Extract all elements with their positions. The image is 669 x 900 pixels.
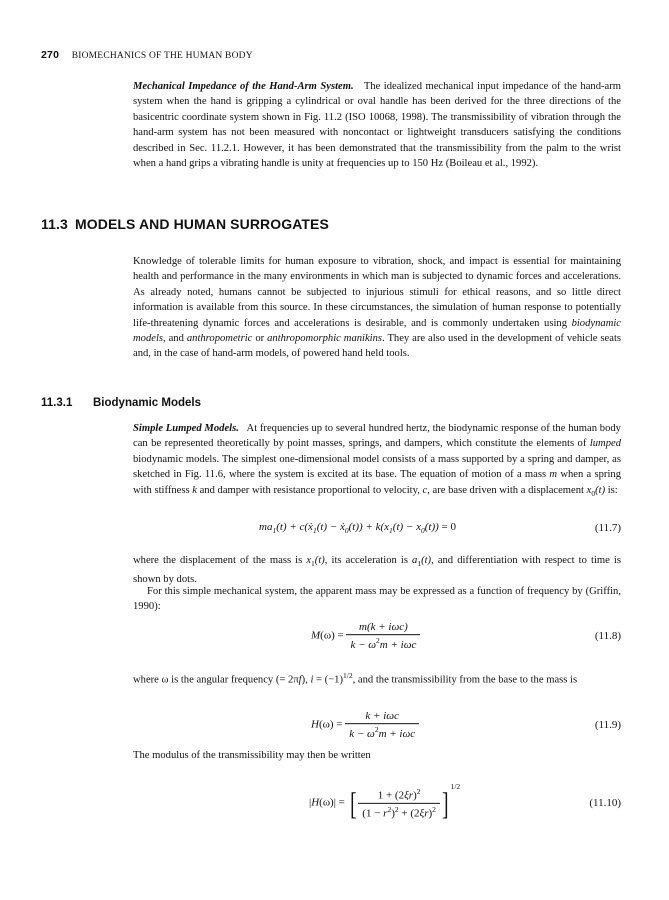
symbol-m: m — [549, 469, 558, 481]
equation-number: (11.7) — [594, 522, 621, 534]
running-title: BIOMECHANICS OF THE HUMAN BODY — [71, 51, 253, 61]
paragraph-simple-lumped-models — [133, 421, 621, 501]
term-anthropometric: anthropometric — [186, 333, 253, 345]
equation-11-7 — [133, 508, 621, 548]
symbol-x1: x — [306, 555, 312, 566]
subsection-title: Biodynamic Models — [93, 397, 201, 409]
paragraph-hand-arm-impedance — [133, 79, 621, 171]
paragraph-text: and damper with resistance proportional to velocity, — [196, 484, 423, 496]
subsection-heading — [41, 397, 201, 409]
paragraph-text: , and the transmissibility from the base to the mass is — [352, 674, 578, 686]
symbol-x0: x — [586, 484, 592, 496]
equation-11-9 — [133, 705, 621, 745]
exponent: 1/2 — [343, 671, 353, 680]
fraction: $\frac{1 + (2\xi r)^2}{(1 - r^2)^2 + (2\xi r)^2}$ — [358, 787, 440, 819]
paragraph-text: where the displacement of the mass is — [133, 555, 307, 566]
equation-body: M(ω) = $\frac{\text{m(k + iωc)}}{k - \omega^2m + i\omega c}$ — [311, 621, 420, 651]
runin-heading: Simple Lumped Models. — [133, 423, 239, 434]
fraction: $\frac{\text{k + iωc}}{k - \omega^2m + i\omega c}$ — [345, 710, 419, 740]
equation-body: H(ω) = $\frac{\text{k + iωc}}{k - \omega^2m + i\omega c}$ — [311, 710, 419, 740]
paragraph-angular-frequency — [133, 668, 621, 688]
paragraph-models-intro — [133, 254, 621, 362]
subsection-number: 11.3.1 — [41, 397, 73, 409]
symbol-a1-subscript: 1 — [417, 559, 422, 569]
term-anthropomorphic-manikins: anthropomorphic manikins — [267, 333, 383, 345]
paragraph-displacement — [133, 553, 621, 587]
paragraph-text: where ω is the angular frequency (= 2π — [133, 674, 299, 686]
running-head — [41, 49, 253, 61]
paragraph-text: ), — [301, 674, 311, 686]
symbol-a1: a — [412, 555, 418, 566]
symbol-k: k — [192, 484, 197, 496]
paragraph-text: . They are also used in the development of vehicle seats and, in the case of hand-arm models, of powered hand held tools. — [133, 333, 622, 360]
runin-heading: Mechanical Impedance of the Hand-Arm System. — [133, 81, 354, 92]
paragraph-text: At frequencies up to several hundred hertz, the biodynamic response of the human body can be represented theoretically by point masses, springs, and dampers, which constitute the elements of — [133, 423, 621, 450]
paragraph-apparent-mass — [133, 584, 621, 615]
equation-11-8 — [133, 616, 621, 656]
paragraph-modulus — [133, 748, 621, 763]
section-heading — [41, 216, 329, 232]
paragraph-text: when a spring with stiffness — [133, 469, 621, 496]
paragraph-text: , and differentiation with respect to time is shown by dots. — [133, 555, 621, 585]
paragraph-text: Knowledge of tolerable limits for human exposure to vibration, shock, and impact is essential for maintaining health and performance in the many environments in which man is subjected to dynamic forces and accelerations. As already noted, humans cannot be subjected to injurious stimuli for ethical reasons, and so little direct information is available from this source. In these circumstances, the simulation of human response to potentially life-threatening dynamic forces and accelerations is desirable, and is commonly undertaken using — [133, 256, 621, 329]
paragraph-text: For this simple mechanical system, the apparent mass may be expressed as a function of frequency by (Griffin, 1990): — [133, 586, 621, 613]
paragraph-text: = (−1) — [313, 674, 344, 686]
paragraph-text: is: — [605, 484, 618, 496]
equation-body: $ma_1(t)$ + c(ẋ$_1$(t) − ẋ$_0$(t)) + $k(x_1(t) - x_0(t)) = 0$ — [259, 520, 456, 536]
paragraph-text: or — [252, 333, 268, 345]
symbol-x1-arg: (t) — [314, 555, 325, 566]
symbol-x0-arg: (t) — [595, 484, 606, 496]
term-biodynamic-models: biodynamic models — [133, 317, 621, 345]
equation-number: (11.10) — [589, 797, 621, 809]
section-number: 11.3 — [41, 216, 68, 232]
paragraph-text: The idealized mechanical input impedance of the hand-arm system when the hand is gripping a cylindrical or oval handle has been derived for the three directions of the basicentric coordinate system shown in Fig. 11.2 (ISO 10068, 1998). The transmissibility of vibration through the hand-arm system has not been measured with noncontact or lightweight transducers satisfying the conditions described in Sec. 11.2.1. However, it has been demonstrated that the transmissibility from the palm to the wrist when a hand grips a vibrating handle is unity at frequencies up to 150 Hz (Boileau et al., 1992). — [133, 81, 621, 170]
symbol-x1-subscript: 1 — [311, 559, 315, 569]
equation-number: (11.8) — [594, 630, 621, 642]
equation-11-10 — [133, 780, 621, 826]
fraction: $\frac{\text{m(k + iωc)}}{k - \omega^2m + i\omega c}$ — [346, 621, 420, 651]
symbol-a1-arg: (t) — [421, 555, 432, 566]
paragraph-text: The modulus of the transmissibility may then be written — [133, 750, 371, 761]
symbol-x0-subscript: 0 — [591, 488, 596, 498]
term-lumped: lumped — [589, 438, 621, 450]
paragraph-text: , are base driven with a displacement — [427, 484, 587, 496]
page-number: 270 — [41, 49, 60, 61]
paragraph-text: , and — [163, 333, 187, 345]
symbol-c: c — [422, 484, 428, 496]
equation-body: |H(ω)| = [ $\frac{1 + (2\xi r)^2}{(1 - r^2)^2 + (2\xi r)^2}$ ] $^{1/2}$ — [309, 781, 461, 821]
paragraph-text: biodynamic models. The simplest one-dimensional model consists of a mass supported by a spring and damper, as sketched in Fig. 11.6, where the system is excited at its base. The equation of motion of a mass — [133, 453, 621, 481]
symbol-i: i — [310, 674, 314, 686]
equation-number: (11.9) — [594, 719, 621, 731]
section-title: MODELS AND HUMAN SURROGATES — [75, 216, 329, 232]
paragraph-text: , its acceleration is — [324, 555, 413, 566]
symbol-f: f — [298, 674, 302, 686]
